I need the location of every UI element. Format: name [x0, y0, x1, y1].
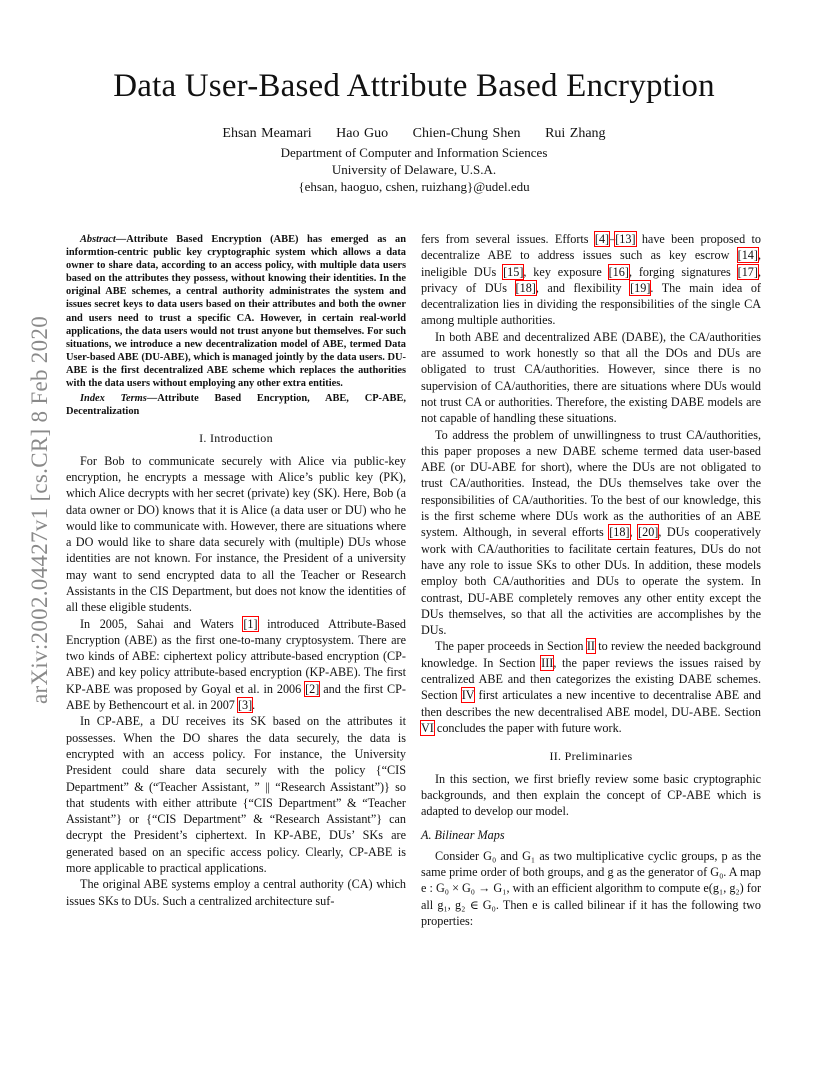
section-link[interactable]: VI [421, 720, 434, 735]
section-link[interactable]: III [541, 655, 554, 670]
citation-link[interactable]: [13] [615, 232, 636, 246]
text-run: , forging signatures [628, 264, 738, 279]
text-run: To address the problem of unwillingness to trust CA/authorities, this paper proposes a new DABE scheme termed data user-based ABE (or DU-ABE for short), where the DUs are not obligated to trust CA/authorities. Instead, the DUs themselves take over the responsibilities of CA/authorities. To the best of our knowledge, this is the first scheme where DUs work as the authorities of an ABE system. Although, in several efforts [421, 427, 761, 540]
text-run: , DUs cooperatively work with CA/authorities to facilitate certain features, DUs do not have any role to issue SKs to other DUs. In addition, these models employ both CA/authorities and DUs to operate the system. In contrast, DU-ABE completely removes any other entity except the DUs themselves, so that all the activities are accomplishes by the DUs. [421, 525, 762, 638]
section-heading-preliminaries: II. Preliminaries [549, 749, 633, 764]
text-run: . The main idea of decentralization lies in dividing the responsibilities of the single CA among multiple authorities. [421, 280, 761, 328]
citation-link[interactable]: [17] [737, 264, 758, 279]
text-run: and the first CP-ABE by Bethencourt et al. in 2007 [66, 681, 406, 713]
paragraph: For Bob to communicate securely with Alice via public-key encryption, he encrypts a message with Alice’s public key (PK), which Alice decrypts with her secret (private) key (SK). Here, Bob (a data owner or DO) knows that it is Alice (a data user or DU) who he would like to communicate with. However, there are situations where a DO would like to share data securely with (multiple) DUs whose identities are not known. For instance, the President of a university may want to send encrypted data to all the Teacher or Research Assistants in the CIS Department, but does not know the identities of all these eligible students. [66, 453, 406, 615]
citation-link[interactable]: [18] [609, 525, 630, 540]
author-emails: {ehsan, haoguo, cshen, ruizhang}@udel.edu [298, 179, 530, 194]
arxiv-sidebar-stamp [24, 295, 56, 725]
text-run: , privacy of DUs [421, 264, 761, 295]
citation-link[interactable]: [16] [608, 264, 629, 279]
section-heading-introduction: I. Introduction [199, 431, 273, 446]
text-run: , the paper reviews the issues raised by centralized ABE and then categorizes the existing DABE schemes. Section [421, 655, 762, 703]
index-terms [66, 392, 406, 418]
text-run: , key exposure [523, 264, 609, 279]
author: Ehsan Meamari [222, 126, 312, 141]
affiliation-university: University of Delaware, U.S.A. [331, 162, 497, 177]
citation-link[interactable]: [15] [503, 264, 524, 279]
text-run: introduced Attribute-Based Encryption (ABE) as the first one-to-many cryptosystem. There are two kinds of ABE: ciphertext policy attribute-based encryption (CP-ABE) and key policy attribute-based encryption (KP-ABE). The first KP-ABE was proposed by Goyal et al. in 2006 [66, 616, 407, 696]
abstract-text: —Attribute Based Encryption (ABE) has emerged as an informtion-centric public key cryptographic system which allows a data owner to share data, according to an access policy, with multiple data users based on the attributes they possess, without knowing their identities. In the original ABE schemes, a central authority administrates the system and issues secret keys to data users based on their attributes and both the owner and users need to trust a specific CA. However, in certain real-world applications, the data users would not trust anyone but themselves. For such situations, we introduce a new decentralization model of ABE, termed Data User-based ABE (DU-ABE), which is managed jointly by the data users. DU-ABE is the first decentralized ABE scheme which replaces the authorities with the data users without employing any other extra entities. [66, 234, 406, 390]
text-run: – [609, 232, 616, 246]
author-list [0, 126, 828, 142]
text-run: fers from several issues. Efforts [421, 232, 595, 246]
paragraph [421, 231, 761, 329]
citation-link[interactable]: [20] [638, 525, 659, 540]
citation-link[interactable]: [1] [243, 616, 258, 631]
text-run: , ineligible DUs [421, 248, 761, 279]
author: Rui Zhang [545, 126, 606, 141]
citation-link[interactable]: [2] [305, 681, 320, 696]
text-run: concludes the paper with future work. [433, 720, 622, 735]
paragraph [421, 427, 761, 639]
index-terms-text: —Attribute Based Encryption, ABE, CP-ABE, Decentralization [66, 393, 406, 418]
author: Hao Guo [336, 126, 389, 141]
index-terms-label: Index Terms [80, 393, 147, 405]
text-run: . [252, 698, 256, 713]
text-run: first articulates a new incentive to decentralise ABE and then describes the new decentralised ABE model, DU-ABE. Section [421, 688, 761, 719]
citation-link[interactable]: [19] [630, 280, 651, 295]
affiliation-dept: Department of Computer and Information Sciences [280, 145, 548, 160]
arxiv-id: arXiv:2002.04427v1 [cs.CR] 8 Feb 2020 [27, 315, 52, 705]
paragraph: In both ABE and decentralized ABE (DABE), the CA/authorities are assumed to work honestly so that all the DOs and DUs are obligated to trust CA/authorities. However, since there is no supervision of CA/authorities, there are situations where DUs would not trust CA or authorities. Therefore, the existing DABE models are not capable of handling these situations. [421, 329, 761, 426]
text-run: The paper proceeds in Section [435, 639, 587, 654]
author: Chien-Chung Shen [412, 126, 521, 141]
paper-title: Data User-Based Attribute Based Encryption [113, 68, 715, 104]
text-run: In 2005, Sahai and Waters [80, 616, 244, 631]
citation-link[interactable]: [3] [237, 698, 253, 713]
subsection-heading-bilinear-maps: A. Bilinear Maps [421, 828, 505, 843]
left-column [66, 233, 406, 909]
citation-link[interactable]: [14] [737, 248, 758, 263]
text-run: have been proposed to decentralize ABE to address issues such as key escrow [421, 232, 761, 263]
citation-link[interactable]: [4] [594, 232, 610, 246]
abstract-label: Abstract [80, 234, 116, 245]
section-link[interactable]: II [586, 639, 595, 654]
paragraph: In CP-ABE, a DU receives its SK based on the attributes it possesses. When the DO shares the data securely, the data is encrypted with an access policy. For instance, the University President could share data securely with the policy {“CIS Department” & (“Teacher Assistant, ” || “Research Assistant”)} so that students with either attribute {“CIS Department” & “Teacher Assistant”} or {“CIS Department” & “Research Assistant”} can decrypt the President’s ciphertext. In KP-ABE, DUs’ SKs are generated based on an specific access policy. Clearly, CP-ABE is more applicable to practical applications. [66, 714, 406, 876]
paragraph: The original ABE systems employ a central authority (CA) which issues SKs to DUs. Such a centralized architecture suf- [66, 877, 406, 908]
paragraph [66, 616, 406, 714]
citation-link[interactable]: [18] [515, 280, 536, 295]
right-column [421, 231, 761, 929]
paragraph: In this section, we first briefly review some basic cryptographic backgrounds, and then explain the concept of CP-ABE which is adapted to develop our model. [421, 771, 761, 819]
abstract [66, 233, 406, 390]
text-run: , [629, 525, 639, 540]
text-run: , and flexibility [535, 280, 631, 295]
paragraph [421, 638, 761, 736]
text-run: to review the needed background knowledge. In Section [421, 639, 761, 670]
section-link[interactable]: IV [461, 688, 475, 703]
paragraph: Consider G₀ and G₁ as two multiplicative cyclic groups, p as the same prime order of both groups, and g as the generator of G₀. A map e : G₀ × G₀ → G₁, with an efficient algorithm to compute e(g₁, g₂) for all g₁, g₂ ∈ G₀. Then e is called bilinear if it has the following two properties: [421, 848, 761, 928]
